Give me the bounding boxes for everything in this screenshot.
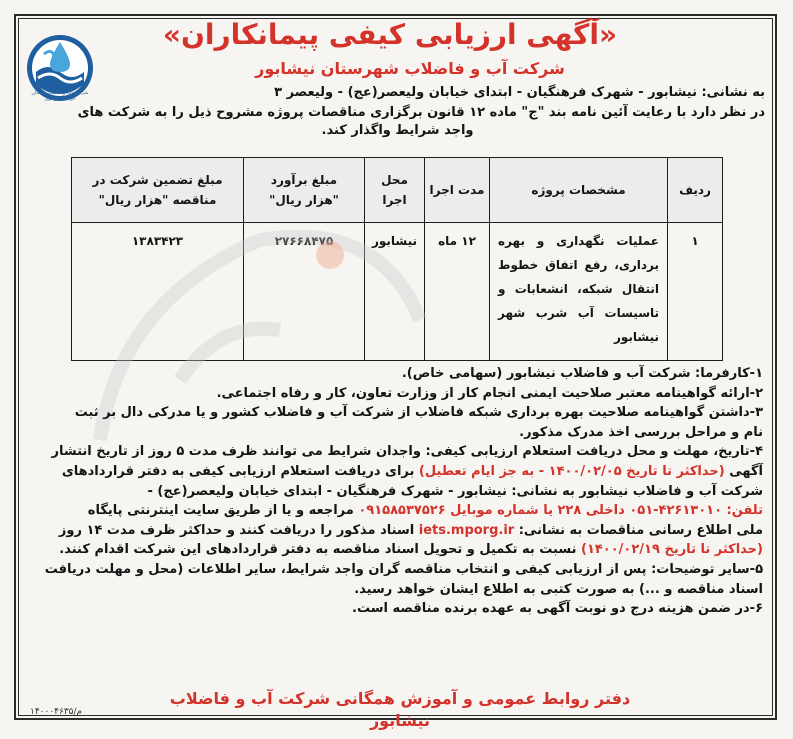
- col-header-row-number: ردیف: [668, 158, 723, 223]
- clause-4-text: نسبت به تکمیل و تحویل اسناد مناقصه به دفتر قراردادهای این شرکت اقدام کنند.: [59, 542, 581, 558]
- clause-4-text: اسناد مذکور را دریافت کنند و حداکثر ظرف مدت ۱۴ روز: [58, 522, 419, 538]
- col-header-estimate-l2: "هزار ریال": [269, 193, 339, 207]
- clause-4-line-4: [28, 501, 763, 521]
- clause-2: ۲-ارائه گواهینامه معتبر صلاحیت ایمنی انجام کار از وزارت تعاون، کار و رفاه اجتماعی.: [216, 385, 763, 401]
- clause-4-text: ملی اطلاع رسانی مناقصات به نشانی:: [514, 522, 763, 538]
- clause-6: ۶-در ضمن هزینه درج دو نوبت آگهی به عهده برنده مناقصه است.: [352, 601, 763, 617]
- cell-project: عملیات نگهداری و بهره برداری، رفع اتفاق خطوط انتقال شبکه، انشعابات و تاسیسات آب شرب شهر نیشابور: [490, 223, 668, 361]
- deadline-1: (حداکثر تا تاریخ ۱۴۰۰/۰۲/۰۵ - به جز ایام تعطیل): [418, 463, 725, 479]
- intro-paragraph: [30, 104, 765, 140]
- clause-3-line-1: ۳-داشتن گواهینامه صلاحیت بهره برداری شبکه فاضلاب از شرکت آب و فاضلاب کشور و یا مدرکی دال بر ثبت: [74, 405, 763, 421]
- cell-duration: ۱۲ ماه: [425, 223, 490, 361]
- clause-4-line-3: شرکت آب و فاضلاب نیشابور به نشانی: نیشابور - شهرک فرهنگیان - ابتدای خیابان ولیعصر(عج) -: [147, 483, 763, 499]
- col-header-duration: مدت اجرا: [425, 158, 490, 223]
- table-header-row: [72, 158, 723, 223]
- col-header-project: مشخصات پروژه: [490, 158, 668, 223]
- clause-1: ۱-کارفرما: شرکت آب و فاضلاب نیشابور (سهامی خاص).: [401, 366, 763, 381]
- col-header-estimate-l1: مبلغ برآورد: [270, 173, 338, 187]
- clause-4-text: آگهی: [724, 463, 763, 479]
- projects-table: [71, 157, 723, 361]
- clause-4-line-2: [28, 462, 763, 482]
- contact-phone: تلفن: ۴۲۶۱۳۰۱۰-۰۵۱ داخلی ۲۲۸ یا شماره موبایل ۰۹۱۵۸۵۳۷۵۲۶: [358, 503, 763, 519]
- cell-location: نیشابور: [365, 223, 425, 361]
- website-link[interactable]: iets.mporg.ir: [418, 522, 515, 538]
- col-header-location: محل اجرا: [365, 158, 425, 223]
- clause-4-text: برای دریافت استعلام ارزیابی کیفی به دفتر قراردادهای: [61, 463, 419, 479]
- terms-list: [28, 364, 763, 619]
- clause-3-line-2: نام و مراحل بررسی اخذ مدرک مذکور.: [519, 424, 763, 440]
- clause-4-line-6: [28, 540, 763, 560]
- cell-guarantee: ۱۳۸۳۴۲۳: [72, 223, 244, 361]
- company-address: به نشانی: نیشابور - شهرک فرهنگیان - ابتدای خیابان ولیعصر(عج) - ولیعصر ۳: [274, 85, 765, 100]
- clause-4-text: مراجعه و یا از طریق سایت اینترنتی پایگاه: [87, 503, 359, 519]
- deadline-2: (حداکثر تا تاریخ ۱۴۰۰/۰۲/۱۹): [580, 542, 763, 558]
- clause-4-line-1: ۴-تاریخ، مهلت و محل دریافت استعلام ارزیابی کیفی: واجدان شرایط می توانند ظرف مدت ۵ روز از تاریخ انتشار: [51, 444, 763, 460]
- ad-title: «آگهی ارزیابی کیفی پیمانکاران»: [162, 18, 618, 51]
- clause-5-line-1: ۵-سایر توضیحات: پس از ارزیابی کیفی و انتخاب مناقصه گران واجد شرایط، سایر اطلاعات (محل و مهلت دریافت: [44, 561, 763, 577]
- cell-estimate: ۲۷۶۶۸۴۷۵: [244, 223, 365, 361]
- intro-line: در نظر دارد با رعایت آئین نامه بند "ج" ماده ۱۲ قانون برگزاری مناقصات پروژه مشروح ذیل را به شرکت های: [77, 105, 765, 120]
- logo-caption: شرکت آب و فاضلاب استان خراسان رضوی: [31, 90, 89, 102]
- cell-row-number: ۱: [668, 223, 723, 361]
- ad-reference-number: ۱۴۰۰۰۴۶۳۵/م: [30, 707, 83, 717]
- clause-5-line-2: اسناد مناقصه و ...) به صورت کتبی به اطلاع ایشان خواهد رسید.: [354, 581, 763, 597]
- table-row: [72, 223, 723, 361]
- footer-office: دفتر روابط عمومی و آموزش همگانی شرکت آب و فاضلاب نیشابور: [169, 689, 631, 730]
- col-header-estimate: [244, 158, 365, 223]
- col-header-guarantee: [72, 158, 244, 223]
- col-header-guarantee-l2: مناقصه "هزار ریال": [98, 193, 217, 207]
- company-name: شرکت آب و فاضلاب شهرستان نیشابور: [255, 59, 565, 78]
- col-header-guarantee-l1: مبلغ تضمین شرکت در: [92, 173, 223, 187]
- intro-line: واجد شرایط واگذار کند.: [321, 123, 474, 138]
- clause-4-line-5: [28, 521, 763, 541]
